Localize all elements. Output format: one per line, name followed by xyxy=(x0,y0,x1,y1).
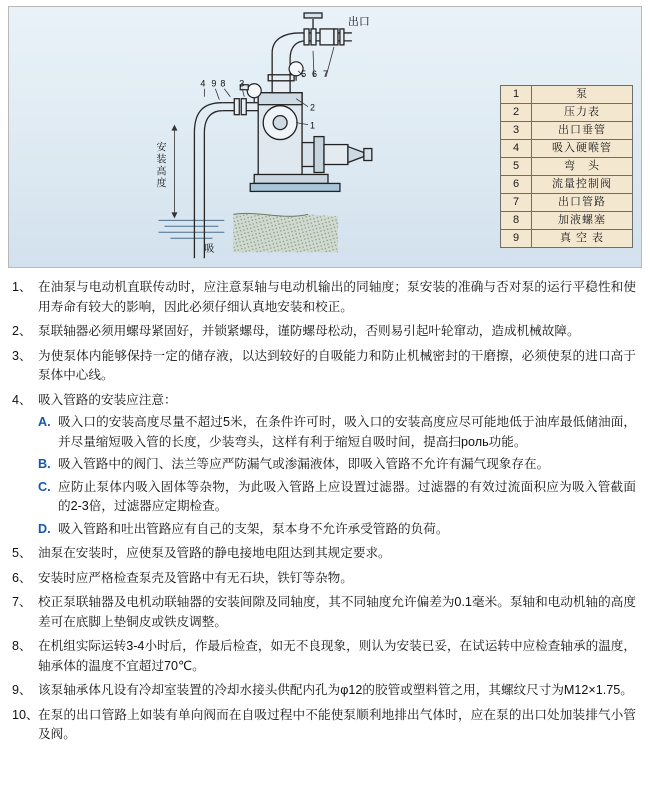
note-subitem-marker: C. xyxy=(38,479,51,494)
legend-row xyxy=(501,176,633,194)
note-subitem-text: 吸入口的安装高度尽量不超过5米，在条件许可时，吸入口的安装高度应尽可能地低于油库最低储油面，并尽量缩短吸入管的长度，少装弯头，这样有利于缩短自吸时间，提高扫роль功能。 xyxy=(58,415,636,449)
note-text: 为使泵体内能够保持一定的储存液，以达到较好的自吸能力和防止机械密封的干磨擦，必须使泵的进口高于泵体中心线。 xyxy=(38,348,636,383)
note-text: 吸入管路的安装应注意： xyxy=(38,392,177,407)
note-body xyxy=(38,347,636,386)
legend-label: 加液螺塞 xyxy=(532,212,633,230)
note-marker: 6、 xyxy=(12,570,32,585)
notes-list xyxy=(8,278,642,745)
legend-label: 出口管路 xyxy=(532,194,633,212)
legend-row xyxy=(501,140,633,158)
note-body xyxy=(38,706,636,745)
legend-row xyxy=(501,86,633,104)
callout-2: 2 xyxy=(310,102,316,113)
legend-table xyxy=(500,85,633,248)
callout-5: 5 xyxy=(301,68,307,79)
note-body xyxy=(38,637,636,676)
legend-label: 出口垂管 xyxy=(532,122,633,140)
legend-row xyxy=(501,104,633,122)
note-marker: 3、 xyxy=(12,348,32,363)
legend-number: 8 xyxy=(501,212,532,230)
label-install-height-1: 安 xyxy=(156,142,167,154)
callout-3: 3 xyxy=(239,78,245,89)
callout-4: 4 xyxy=(200,78,206,89)
note-body xyxy=(38,593,636,632)
note-text: 泵联轴器必须用螺母紧固好，并锁紧螺母，谨防螺母松动，否则易引起叶轮窜动，造成机械故障。 xyxy=(38,324,580,339)
note-item xyxy=(12,544,636,564)
note-text: 油泵在安装时，应使泵及管路的静电接地电阻达到其规定要求。 xyxy=(38,546,391,561)
label-install-height-2: 装 xyxy=(156,154,167,166)
legend-row xyxy=(501,122,633,140)
note-text: 安装时应严格检查泵壳及管路中有无石块，铁钉等杂物。 xyxy=(38,570,353,585)
label-install-height-3: 高 xyxy=(156,166,167,178)
note-marker: 8、 xyxy=(12,639,32,654)
note-marker: 7、 xyxy=(12,595,32,610)
note-text: 在泵的出口管路上如装有单向阀而在自吸过程中不能使泵顺利地排出气体时，应在泵的出口处加装排气小管及阀。 xyxy=(38,707,636,742)
callout-6: 6 xyxy=(312,68,318,79)
note-subitem xyxy=(38,413,636,452)
note-subitem-text: 吸入管路和吐出管路应有自己的支架，泵本身不允许承受管路的负荷。 xyxy=(58,521,449,536)
legend-label: 真 空 表 xyxy=(532,230,633,248)
legend-number: 5 xyxy=(501,158,532,176)
note-item xyxy=(12,569,636,589)
legend-number: 7 xyxy=(501,194,532,212)
legend-row xyxy=(501,194,633,212)
note-subitem xyxy=(38,455,636,475)
note-marker: 5、 xyxy=(12,546,32,561)
legend-row xyxy=(501,212,633,230)
callout-1: 1 xyxy=(310,120,316,131)
callout-8: 8 xyxy=(220,78,226,89)
note-marker: 1、 xyxy=(12,280,32,294)
note-body xyxy=(38,278,636,317)
note-item xyxy=(12,681,636,701)
note-body xyxy=(38,544,636,564)
legend-number: 9 xyxy=(501,230,532,248)
note-subitem-marker: D. xyxy=(38,521,51,536)
legend-number: 3 xyxy=(501,122,532,140)
note-body xyxy=(38,322,636,342)
note-subitem-marker: B. xyxy=(38,457,51,472)
label-outlet: 出口 xyxy=(347,15,370,28)
note-item xyxy=(12,347,636,386)
note-marker: 2、 xyxy=(12,324,32,339)
label-inlet: 吸 xyxy=(204,244,215,256)
legend-label: 流量控制阀 xyxy=(532,176,633,194)
callout-7: 7 xyxy=(322,68,328,79)
note-text: 校正泵联轴器及电机动联轴器的安装间隙及同轴度，其不同轴度允许偏差为0.1毫米。泵轴和电动机轴的高度差可在底脚上垫铜皮或铁皮调整。 xyxy=(38,595,636,629)
note-item xyxy=(12,593,636,632)
legend-label: 压力表 xyxy=(532,104,633,122)
note-item xyxy=(12,391,636,540)
legend-number: 6 xyxy=(501,176,532,194)
legend-number: 2 xyxy=(501,104,532,122)
note-subitem xyxy=(38,520,636,540)
note-item xyxy=(12,637,636,676)
note-subitem-text: 吸入管路中的阀门、法兰等应严防漏气或渗漏液体，即吸入管路不允许有漏气现象存在。 xyxy=(58,457,550,472)
legend-label: 弯 头 xyxy=(532,158,633,176)
note-item xyxy=(12,706,636,745)
note-subitem-marker: A. xyxy=(38,415,51,430)
note-body xyxy=(38,391,636,540)
legend-number: 1 xyxy=(501,86,532,104)
label-install-height-4: 度 xyxy=(156,178,167,190)
legend-label: 泵 xyxy=(532,86,633,104)
legend-label: 吸入硬喉管 xyxy=(532,140,633,158)
note-text: 该泵轴承体凡设有冷却室装置的冷却水接头供配内孔为φ12的胶管或塑料管之用，其螺纹尺寸为M12×1.75。 xyxy=(38,683,633,698)
note-marker: 4、 xyxy=(12,392,32,407)
note-body xyxy=(38,569,636,589)
note-text: 在机组实际运转3-4小时后，作最后检查，如无不良现象，则认为安装已妥，在试运转中应检查轴承的温度，轴承体的温度不宜超过70℃。 xyxy=(38,639,636,673)
note-marker: 10、 xyxy=(12,707,39,722)
note-text: 在油泵与电动机直联传动时，应注意泵轴与电动机输出的同轴度；泵安装的准确与否对泵的运行平稳性和使用寿命有较大的影响，因此必须仔细认真地安装和校正。 xyxy=(38,280,636,314)
note-body xyxy=(38,681,636,701)
note-item xyxy=(12,322,636,342)
installation-diagram xyxy=(8,6,642,268)
legend-row xyxy=(501,158,633,176)
note-marker: 9、 xyxy=(12,683,32,698)
callout-9: 9 xyxy=(211,78,217,89)
note-subitem-text: 应防止泵体内吸入固体等杂物，为此吸入管路上应设置过滤器。过滤器的有效过流面积应为吸入管截面的2-3倍，过滤器应定期检查。 xyxy=(58,479,636,514)
note-item xyxy=(12,278,636,317)
note-subitem xyxy=(38,478,636,517)
legend-number: 4 xyxy=(501,140,532,158)
legend-row xyxy=(501,230,633,248)
